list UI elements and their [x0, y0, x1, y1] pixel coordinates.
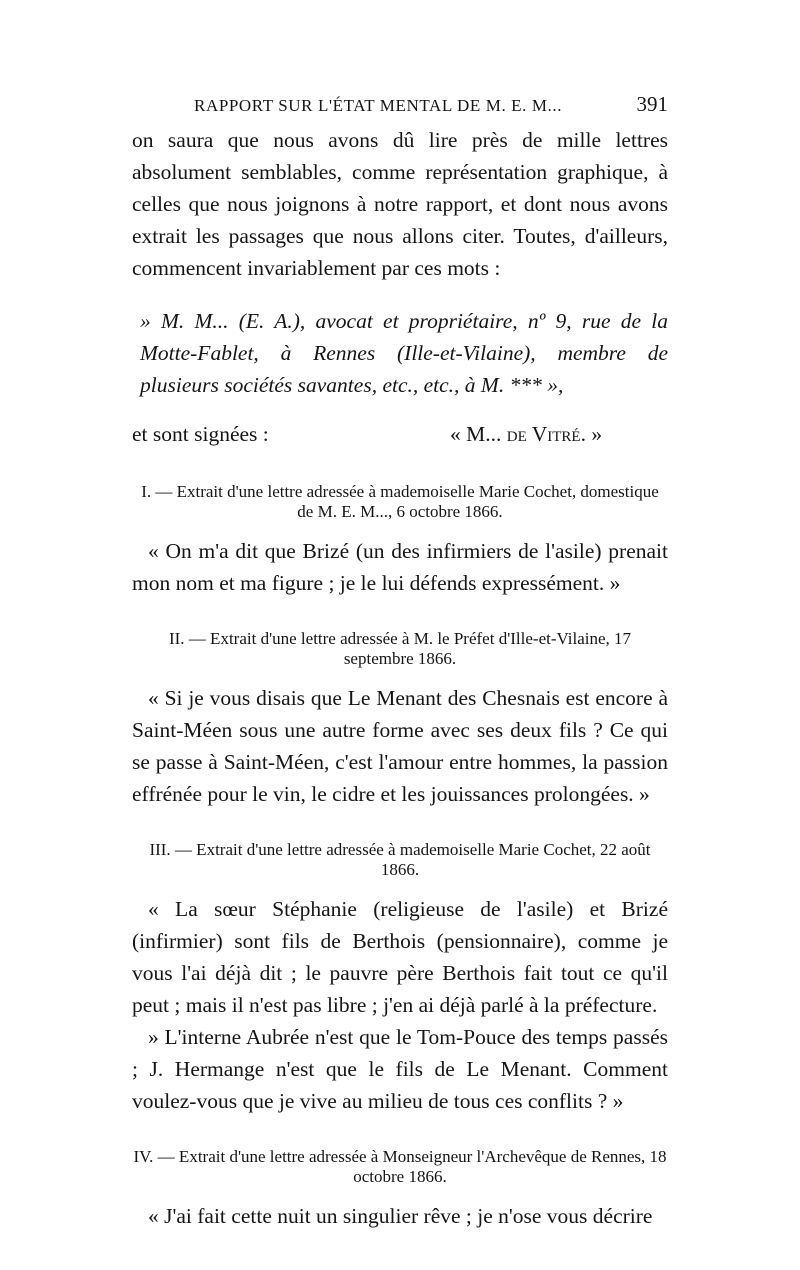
letter-opening-formula: » M. M... (E. A.), avocat et propriétaire, nº 9, rue de la Motte-Fablet, à Rennes (Ille-et-Vilaine), membre de plusieurs sociétés savantes, etc., etc., à M. *** »,: [140, 309, 668, 397]
extract-3-paragraph-2: » L'interne Aubrée n'est que le Tom-Pouce des temps passés ; J. Hermange n'est que le fils de Le Menant. Comment voulez-vous que je vive au milieu de tous ces conflits ? »: [132, 1025, 668, 1113]
extract-1-paragraph: « On m'a dit que Brizé (un des infirmiers de l'asile) prenait mon nom et ma figure ; je le lui défends expressément. »: [132, 539, 668, 595]
page-header: [132, 92, 668, 122]
extract-2-paragraph: « Si je vous disais que Le Menant des Chesnais est encore à Saint-Méen sous une autre forme avec ses deux fils ? Ce qui se passe à Saint-Méen, c'est l'amour entre hommes, la passion effrénée pour le vin, le cidre et les jouissances prolongées. »: [132, 686, 668, 806]
extract-3-paragraph-1: « La sœur Stéphanie (religieuse de l'asile) et Brizé (infirmier) sont fils de Berthois (pensionnaire), comme je vous l'ai déjà dit ; le pauvre père Berthois fait tout ce qu'il peut ; mais il n'est pas libre ; j'en ai déjà parlé à la préfecture.: [132, 897, 668, 1017]
running-title: RAPPORT SUR L'ÉTAT MENTAL DE M. E. M...: [194, 96, 563, 115]
page-body: [132, 124, 668, 1232]
extract-heading-3: III. — Extrait d'une lettre adressée à mademoiselle Marie Cochet, 22 août 1866.: [149, 840, 651, 879]
signature: « M... de Vitré. »: [450, 422, 603, 446]
signature-line: [132, 418, 668, 450]
intro-paragraph: on saura que nous avons dû lire près de mille lettres absolument semblables, comme représentation graphique, à celles que nous joignons à notre rapport, et dont nous avons extrait les passages que nous allons citer. Toutes, d'ailleurs, commencent invariablement par ces mots :: [132, 128, 668, 280]
extract-heading-4: IV. — Extrait d'une lettre adressée à Monseigneur l'Archevêque de Rennes, 18 octobre 1866.: [133, 1147, 667, 1186]
extract-heading-1: I. — Extrait d'une lettre adressée à mademoiselle Marie Cochet, domestique de M. E. M..., 6 octobre 1866.: [141, 482, 659, 521]
page-number: 391: [636, 92, 668, 116]
signed-label: et sont signées :: [132, 422, 269, 446]
extract-heading-2: II. — Extrait d'une lettre adressée à M. le Préfet d'Ille-et-Vilaine, 17 septembre 1866.: [168, 629, 632, 668]
extract-4-paragraph: « J'ai fait cette nuit un singulier rêve ; je n'ose vous décrire: [148, 1204, 653, 1228]
